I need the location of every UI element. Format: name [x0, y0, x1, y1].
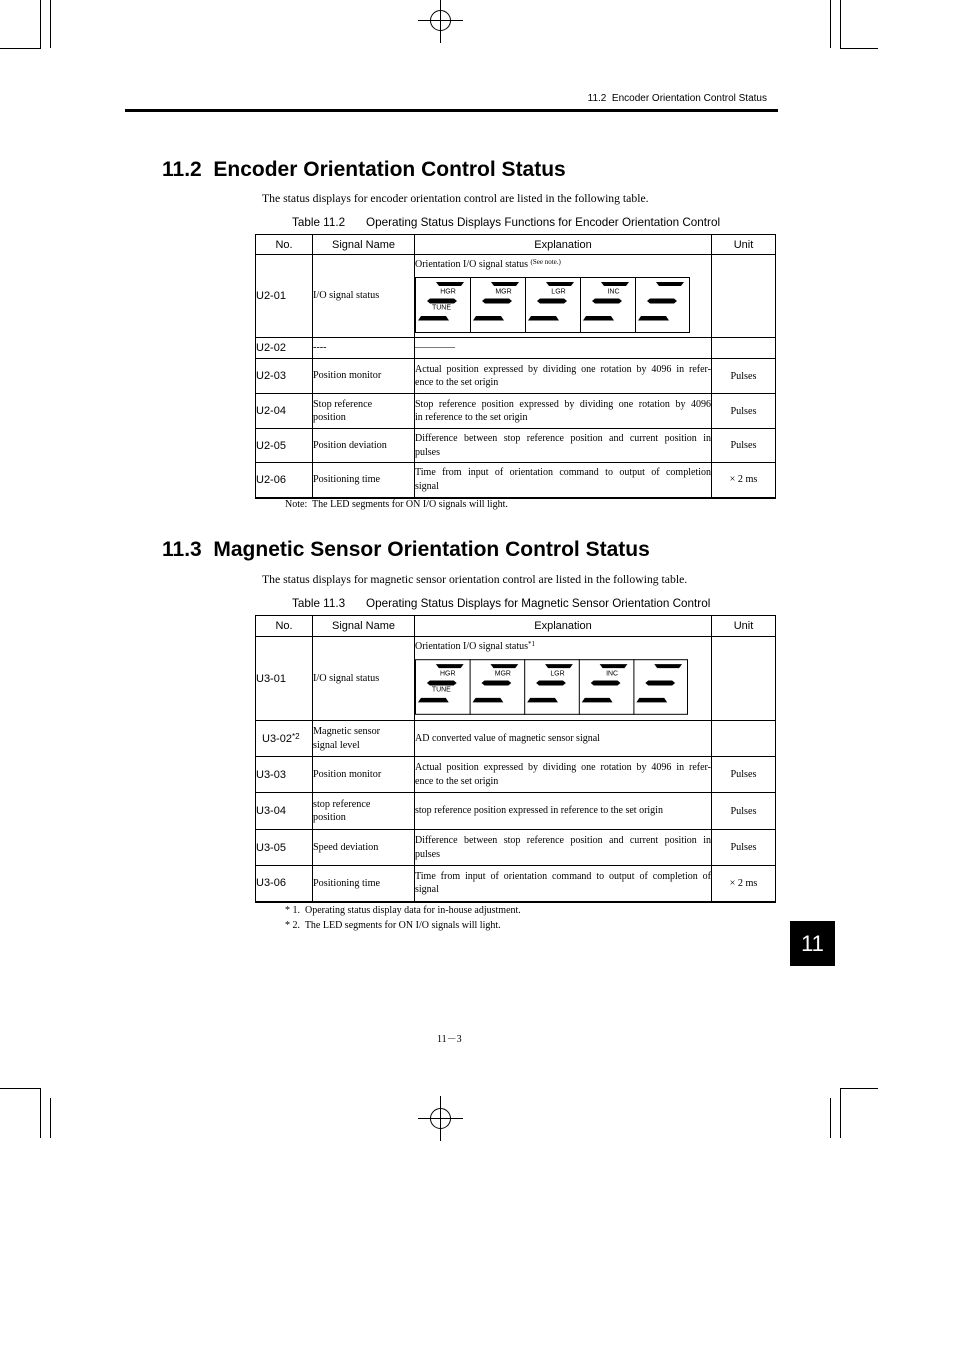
explanation-line: Stop reference position expressed by dividing one rotation by 4096 — [415, 398, 711, 410]
signal-name-line: Positioning time — [313, 877, 381, 889]
page-number: 11－3 — [437, 1034, 462, 1045]
led-segment-middle — [536, 680, 566, 685]
parameter-number: U2-03 — [256, 359, 313, 394]
table-row — [256, 637, 776, 721]
parameter-number: U2-01 — [256, 255, 313, 338]
led-cell-5 — [638, 282, 684, 321]
explanation-line — [415, 258, 711, 272]
led-cell-lgr — [528, 282, 574, 321]
explanation-line: ence to the set origin — [415, 775, 499, 787]
running-header: 11.2 Encoder Orientation Control Status — [587, 93, 767, 104]
led-segment-top — [436, 664, 464, 668]
signal-name-line: Position monitor — [313, 370, 382, 382]
led-cell-inc — [582, 664, 628, 702]
led-segment-bottom — [582, 697, 613, 701]
table-row — [256, 830, 776, 866]
column-header-explanation: Explanation — [415, 616, 712, 637]
led-indicator-panel — [415, 659, 688, 715]
table-row — [256, 757, 776, 793]
explanation-line: pulses — [415, 446, 440, 458]
column-header-no: No. — [256, 235, 313, 255]
explanation-text: Orientation I/O signal status — [415, 641, 529, 652]
led-label-inc: INC — [606, 670, 619, 678]
footnote-reference: *2 — [291, 731, 300, 741]
led-segment-top — [546, 282, 574, 286]
unit: Pulses — [712, 429, 776, 463]
led-segment-top — [436, 282, 464, 286]
signal-name — [313, 338, 415, 359]
table-row — [256, 793, 776, 830]
led-indicator-panel — [415, 277, 690, 333]
crop-mark-bottom-left — [0, 1089, 51, 1139]
signal-name — [313, 830, 415, 866]
led-segment-top — [545, 664, 573, 668]
signal-name-line: Position monitor — [313, 768, 382, 780]
signal-name — [313, 637, 415, 721]
unit — [712, 721, 776, 757]
led-segment-bottom — [528, 316, 559, 321]
explanation — [415, 721, 712, 757]
parameter-number: U3-06 — [256, 866, 313, 902]
signal-name-line: Speed deviation — [313, 841, 379, 853]
signal-name-line: Stop reference — [313, 398, 373, 410]
column-header-signal-name: Signal Name — [313, 235, 415, 255]
led-segment-middle — [482, 298, 512, 303]
parameter-number: U2-05 — [256, 429, 313, 463]
table-11-3 — [255, 615, 776, 903]
signal-name-line: I/O signal status — [313, 672, 380, 684]
led-segment-bottom — [418, 316, 449, 321]
parameter-number: U2-06 — [256, 463, 313, 498]
crop-mark-bottom-right — [831, 1089, 879, 1139]
table-row — [256, 338, 776, 359]
explanation-line: AD converted value of magnetic sensor signal — [415, 732, 600, 744]
led-cell-lgr — [527, 664, 573, 702]
led-label-lgr: LGR — [551, 288, 566, 295]
led-cell-hgr — [418, 282, 464, 321]
led-segment-bottom — [636, 697, 667, 701]
signal-name-line: position — [313, 812, 346, 823]
parameter-number: U2-02 — [256, 338, 313, 359]
led-label-mgr: MGR — [494, 670, 511, 678]
led-segment-bottom — [527, 697, 558, 701]
explanation — [415, 338, 712, 359]
signal-name — [313, 866, 415, 902]
led-cell-mgr — [473, 664, 519, 702]
signal-name-line: signal level — [313, 739, 360, 751]
table-note: Note: The LED segments for ON I/O signals will light. — [285, 499, 508, 510]
unit: × 2 ms — [712, 866, 776, 902]
signal-name-line: Positioning time — [313, 474, 381, 485]
explanation-line: signal — [415, 884, 439, 896]
explanation — [415, 757, 712, 793]
led-label-lgr: LGR — [550, 670, 565, 678]
led-segment-bottom — [638, 316, 669, 321]
explanation — [415, 866, 712, 902]
signal-name — [313, 255, 415, 338]
explanation-line — [415, 640, 711, 654]
explanation — [415, 429, 712, 463]
led-cell-inc — [583, 282, 629, 321]
signal-name-line: ---- — [313, 342, 327, 354]
table-row — [256, 463, 776, 498]
crop-mark-top-left — [0, 0, 51, 49]
signal-name-line: position — [313, 412, 346, 423]
column-header-no: No. — [256, 616, 313, 637]
led-cell-mgr — [473, 282, 519, 321]
registration-mark-top — [418, 0, 463, 43]
chapter-tab: 11 — [790, 921, 835, 966]
led-label-hgr: HGR — [440, 288, 456, 295]
footnote-2: * 2. The LED segments for ON I/O signals will light. — [285, 920, 501, 931]
explanation — [415, 637, 712, 721]
header-rule — [125, 109, 778, 112]
led-segment-middle — [647, 298, 677, 303]
section-heading-11-2: 11.2 Encoder Orientation Control Status — [162, 158, 566, 181]
signal-name — [313, 429, 415, 463]
explanation-line: Time from input of orientation command to output of completion — [415, 467, 711, 479]
explanation-text: Orientation I/O signal status — [415, 259, 529, 270]
table-row — [256, 429, 776, 463]
explanation-line: Difference between stop reference position and current position in — [415, 433, 711, 444]
explanation — [415, 793, 712, 830]
unit: Pulses — [712, 757, 776, 793]
led-segment-top — [656, 282, 684, 286]
explanation-line: signal — [415, 480, 439, 492]
signal-name — [313, 757, 415, 793]
led-segment-middle — [591, 680, 621, 685]
crop-mark-top-right — [831, 0, 879, 49]
table-row — [256, 255, 776, 338]
note-reference: (See note.) — [530, 258, 561, 266]
explanation-line: in reference to the set origin — [415, 412, 528, 423]
table-caption-label: Table 11.3 — [292, 597, 346, 610]
explanation-line: pulses — [415, 848, 440, 860]
parameter-number: U3-05 — [256, 830, 313, 866]
parameter-number: U3-01 — [256, 637, 313, 721]
explanation-line: ———— — [415, 342, 455, 354]
unit: Pulses — [712, 394, 776, 429]
led-cell-hgr — [418, 664, 464, 702]
unit: × 2 ms — [712, 463, 776, 498]
column-header-explanation: Explanation — [415, 235, 712, 255]
explanation-line: stop reference position expressed in reference to the set origin — [415, 805, 663, 817]
explanation — [415, 255, 712, 338]
led-segment-middle — [537, 298, 567, 303]
led-segment-middle — [482, 680, 512, 685]
explanation — [415, 394, 712, 429]
parameter-number: U3-04 — [256, 793, 313, 830]
explanation — [415, 463, 712, 498]
parameter-number: U2-04 — [256, 394, 313, 429]
led-segment-top — [601, 282, 629, 286]
registration-mark-bottom — [418, 1096, 463, 1141]
explanation-line: Time from input of orientation command to output of completion of — [415, 870, 711, 882]
led-segment-top — [654, 664, 682, 668]
led-label-tune: TUNE — [431, 304, 452, 311]
unit: Pulses — [712, 793, 776, 830]
footnote-1: * 1. Operating status display data for in-house adjustment. — [285, 905, 521, 916]
parameter-number: U3-03 — [256, 757, 313, 793]
section-intro-11-3: The status displays for magnetic sensor orientation control are listed in the following table. — [262, 573, 688, 586]
parameter-number-text: U3-02 — [262, 732, 292, 745]
table-caption-label: Table 11.2 — [292, 216, 346, 229]
section-intro-11-2: The status displays for encoder orientation control are listed in the following table. — [262, 192, 649, 205]
explanation — [415, 830, 712, 866]
table-row — [256, 721, 776, 757]
explanation-line: Actual position expressed by dividing one rotation by 4096 in refer- — [415, 762, 711, 773]
led-segment-bottom — [473, 316, 504, 321]
unit — [712, 637, 776, 721]
footnote-reference: *1 — [528, 640, 536, 648]
section-heading-11-3: 11.3 Magnetic Sensor Orientation Control Status — [162, 538, 650, 561]
table-row — [256, 866, 776, 902]
signal-name-line: Magnetic sensor — [313, 726, 381, 737]
signal-name-line: I/O signal status — [313, 290, 380, 302]
led-segment-bottom — [583, 316, 614, 321]
signal-name — [313, 793, 415, 830]
table-header-row — [256, 616, 776, 637]
column-header-unit: Unit — [712, 616, 776, 637]
table-caption-title: Operating Status Displays Functions for Encoder Orientation Control — [366, 216, 721, 229]
table-header-row — [256, 235, 776, 255]
signal-name — [313, 394, 415, 429]
led-label-hgr: HGR — [440, 670, 456, 678]
table-11-2 — [255, 234, 776, 499]
led-segment-top — [600, 664, 628, 668]
table-row — [256, 394, 776, 429]
explanation — [415, 359, 712, 394]
led-segment-middle — [427, 298, 457, 303]
led-segment-middle — [592, 298, 622, 303]
led-segment-bottom — [418, 697, 449, 701]
parameter-number — [256, 721, 313, 757]
led-label-tune: TUNE — [431, 685, 451, 693]
led-segment-bottom — [473, 697, 504, 701]
explanation-line: Difference between stop reference position and current position in — [415, 835, 711, 846]
column-header-signal-name: Signal Name — [313, 616, 415, 637]
table-row — [256, 359, 776, 394]
explanation-line: ence to the set origin — [415, 377, 499, 388]
explanation-line: Actual position expressed by dividing one rotation by 4096 in refer- — [415, 363, 711, 375]
unit: Pulses — [712, 830, 776, 866]
signal-name-line: Position deviation — [313, 439, 387, 451]
led-label-mgr: MGR — [495, 288, 512, 295]
signal-name — [313, 463, 415, 498]
unit — [712, 255, 776, 338]
unit: Pulses — [712, 359, 776, 394]
unit — [712, 338, 776, 359]
signal-name — [313, 721, 415, 757]
led-cell-5 — [636, 664, 682, 702]
signal-name — [313, 359, 415, 394]
led-label-inc: INC — [607, 288, 620, 295]
led-segment-top — [490, 664, 518, 668]
table-caption-title: Operating Status Displays for Magnetic Sensor Orientation Control — [366, 597, 711, 610]
led-segment-middle — [645, 680, 675, 685]
led-segment-top — [491, 282, 519, 286]
column-header-unit: Unit — [712, 235, 776, 255]
led-segment-middle — [427, 680, 457, 685]
signal-name-line: stop reference — [313, 798, 371, 810]
